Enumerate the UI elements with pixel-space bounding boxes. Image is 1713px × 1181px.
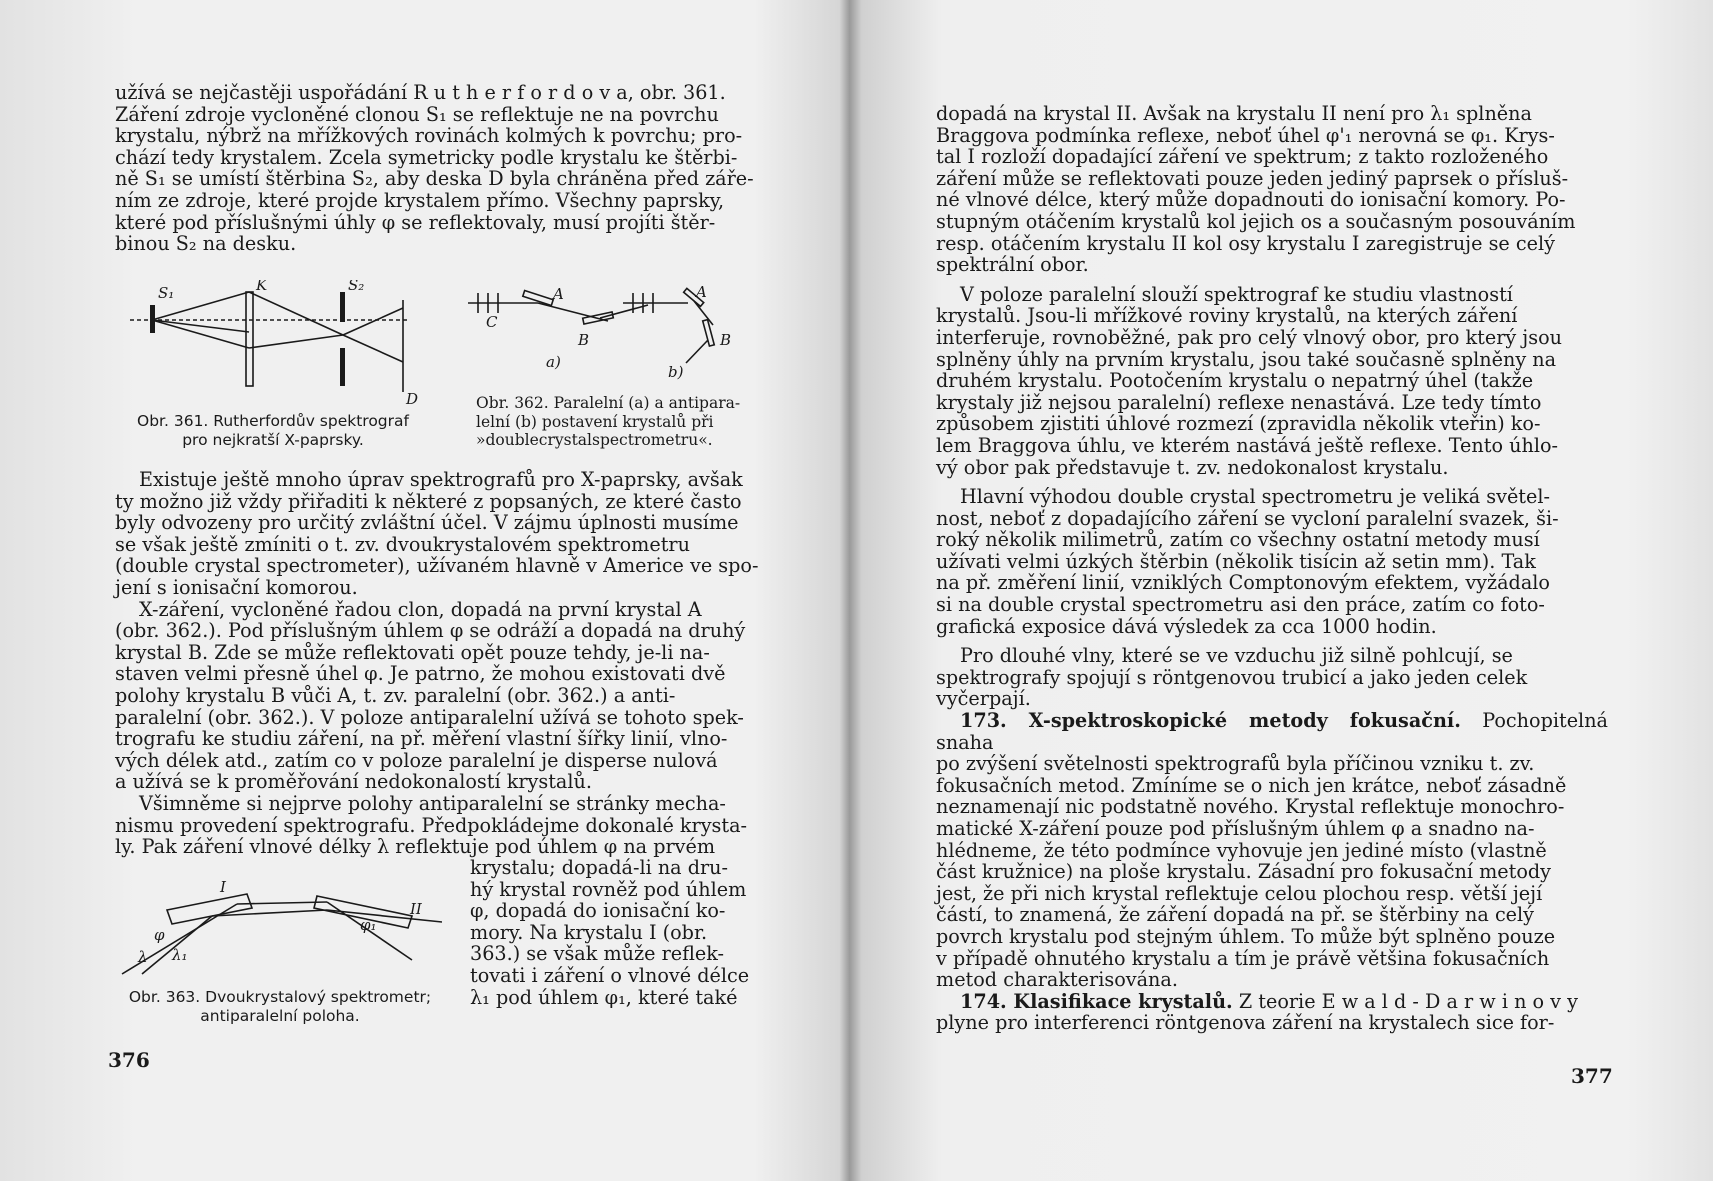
- page-number-left: 376: [108, 1048, 150, 1072]
- text-line: splněny úhly na prvním krystalu, jsou také současně splněny na: [936, 347, 1557, 371]
- text-line: byly odvozeny pro určitý zvláštní účel. V zájmu úplnosti musíme: [115, 511, 739, 535]
- caption-line: »doublecrystalspectrometru«.: [476, 431, 713, 449]
- right-text-column: [936, 103, 1608, 1034]
- text-line: dopadá na krystal II. Avšak na krystalu II není pro λ₁ splněna: [936, 102, 1532, 125]
- text-line: Braggova podmínka reflexe, neboť úhel φ'₁ nerovná se φ₁. Krys-: [936, 123, 1555, 147]
- caption-line: Obr. 361. Rutherfordův spektrograf: [137, 412, 409, 430]
- text-line: vyčerpají.: [936, 687, 1031, 711]
- label-phi: φ: [154, 926, 165, 944]
- text-line: grafická exposice dává výsledek za cca 1000 hodin.: [936, 614, 1437, 638]
- text-line: v případě ohnutého krystalu a tím je právě většina fokusačních: [936, 946, 1550, 970]
- label-d: D: [406, 390, 419, 405]
- intro-paragraph: [115, 82, 761, 255]
- label-c: C: [486, 313, 498, 331]
- text-line: částí, to znamená, že záření dopadá na př. se štěrbiny na celý: [936, 903, 1535, 927]
- text-line: jení s ionisační komorou.: [115, 575, 358, 599]
- text-line: ly. Pak záření vlnové délky λ reflektuje pod úhlem φ na prvém: [115, 835, 716, 859]
- text-line: po zvýšení světelnosti spektrografů byla příčinou vzniku t. zv.: [936, 752, 1535, 776]
- text-line: druhém krystalu. Pootočením krystalu o nepatrný úhel (takže: [936, 369, 1534, 393]
- text-line: nismu provedení spektrografu. Předpokládejme dokonalé krysta-: [115, 813, 748, 837]
- label-lambda-1: λ₁: [172, 946, 188, 964]
- section-174-first-line: [936, 991, 1608, 1013]
- label-part-b: b): [668, 363, 684, 381]
- text-line: Hlavní výhodou double crystal spectrometru je veliká světel-: [960, 485, 1550, 509]
- text-line: jest, že při nich krystal reflektuje celou plochou resp. větší její: [936, 881, 1543, 905]
- text-line: Existuje ještě mnoho úprav spektrografů pro X-paprsky, avšak: [139, 468, 743, 491]
- main-paragraphs: [115, 469, 761, 858]
- label-crystal-1: I: [220, 880, 226, 896]
- left-page: [0, 0, 850, 1181]
- label-s1: S₁: [158, 284, 175, 302]
- section-173-heading: 173. X-spektroskopické metody fokusační.: [960, 709, 1461, 733]
- label-b-parallel: B: [578, 331, 590, 349]
- text-line: nost, neboť z dopadajícího záření se vycloní paralelní svazek, ši-: [936, 506, 1559, 530]
- text-line: interferuje, rovnoběžné, pak pro celý vlnový obor, pro který jsou: [936, 325, 1563, 349]
- caption-line: pro nejkratší X-paprsky.: [182, 430, 364, 449]
- text-line: (obr. 362.). Pod příslušným úhlem φ se odráží a dopadá na druhý: [115, 619, 746, 643]
- text-line: ním ze zdroje, které projde krystalem přímo. Všechny paprsky,: [115, 188, 725, 212]
- text-line: krystaly již nejsou paralelní) reflexe nenastává. Lze tedy tímto: [936, 390, 1542, 414]
- text-line: fokusačních metod. Zmíníme se o nich jen krátce, neboť zásadně: [936, 773, 1567, 797]
- label-phi-1: φ₁: [360, 916, 377, 934]
- page-number-right: 377: [1571, 1064, 1613, 1088]
- section-173-first-line: [936, 710, 1608, 753]
- text-line: tovati i záření o vlnové délce: [470, 963, 750, 987]
- text-line: povrch krystalu pod stejným úhlem. To může být splněno pouze: [936, 924, 1556, 948]
- text-line: si na double crystal spectrometru asi den práce, zatím co foto-: [936, 593, 1545, 617]
- text-line: Pro dlouhé vlny, které se ve vzduchu již silně pohlcují, se: [960, 644, 1513, 668]
- text-line: staven velmi přesně úhel φ. Je patrno, že mohou existovati dvě: [115, 662, 726, 686]
- text-line: λ₁ pod úhlem φ₁, které také: [470, 985, 738, 1009]
- text-line: φ, dopadá do ionisační ko-: [470, 899, 726, 923]
- side-paragraph: [470, 857, 762, 1008]
- text-line: paralelní (obr. 362.). V poloze antiparalelní užívá se tohoto spek-: [115, 705, 744, 729]
- text-line: Všimněme si nejprve polohy antiparalelní se stránky mecha-: [139, 791, 726, 815]
- text-line: binou S₂ na desku.: [115, 232, 297, 256]
- text-line: X-záření, vycloněné řadou clon, dopadá na první krystal A: [139, 597, 702, 621]
- text-line: hlédneme, že této podmínce vyhovuje jen jediné místo (vlastně: [936, 838, 1547, 862]
- text-line: mory. Na krystalu I (obr.: [470, 920, 708, 944]
- text-line: chází tedy krystalem. Zcela symetricky podle krystalu ke štěrbi-: [115, 145, 738, 169]
- text-line: Pochopitelná snaha: [936, 709, 1608, 754]
- text-line: ty možno již vždy přiřaditi k některé z popsaných, ze které často: [115, 489, 742, 513]
- text-line: stupným otáčením krystalů kol jejich os a současným posouváním: [936, 209, 1576, 233]
- text-line: krystal B. Zde se může reflektovati opět pouze tehdy, je-li na-: [115, 640, 710, 664]
- text-line: roký několik milimetrů, zatím co všechny ostatní metody musí: [936, 528, 1540, 552]
- text-line: neznamenají nic podstatně nového. Krystal reflektuje monochro-: [936, 795, 1565, 819]
- text-line: ně S₁ se umístí štěrbina S₂, aby deska D byla chráněna před záře-: [115, 167, 754, 191]
- text-line: vých délek atd., zatím co v poloze paralelní je disperse nulová: [115, 748, 718, 772]
- text-line: Záření zdroje vycloněné clonou S₁ se reflektuje ne na povrchu: [115, 102, 719, 126]
- label-a-antiparallel: A: [696, 285, 707, 301]
- text-line: užívati velmi úzkých štěrbin (několik tisícin až setin mm). Tak: [936, 549, 1536, 573]
- label-lambda: λ: [138, 948, 148, 966]
- text-line: V poloze paralelní slouží spektrograf ke studiu vlastností: [960, 282, 1513, 306]
- text-line: 363.) se však může reflek-: [470, 942, 725, 966]
- text-line: tal I rozloží dopadající záření ve spektrum; z takto rozloženého: [936, 145, 1549, 169]
- text-line: matické X-záření pouze pod příslušným úhlem φ a snadno na-: [936, 817, 1535, 840]
- text-line: a užívá se k proměřování nedokonalostí krystalů.: [115, 770, 592, 794]
- label-s2: S₂: [348, 280, 365, 294]
- text-line: plyne pro interferenci röntgenova záření na krystalech sice for-: [936, 1011, 1555, 1035]
- figure-363-caption: [110, 988, 450, 1025]
- label-k: K: [256, 280, 268, 294]
- text-line: né vlnové délce, který může dopadnouti do ionisační komory. Po-: [936, 188, 1566, 212]
- text-line: metod charakterisována.: [936, 968, 1178, 992]
- text-line: krystalů. Jsou-li mřížkové roviny krystalů, na kterých záření: [936, 304, 1518, 328]
- text-line: část kružnice) na ploše krystalu. Zásadní pro fokusační metody: [936, 860, 1552, 884]
- caption-line: Obr. 362. Paralelní (a) a antipara-: [476, 394, 741, 412]
- figure-361-diagram: [118, 280, 438, 405]
- caption-line: Obr. 363. Dvoukrystalový spektrometr;: [128, 988, 432, 1006]
- text-line: na př. změření linií, vzniklých Comptonovým efektem, vyžádalo: [936, 571, 1550, 595]
- caption-line: lelní (b) postavení krystalů při: [476, 412, 714, 431]
- text-line: polohy krystalu B vůči A, t. zv. paralelní (obr. 362.) a anti-: [115, 683, 676, 707]
- text-line: trografu ke studiu záření, na př. měření vlastní šířky linií, vlno-: [115, 727, 728, 751]
- text-line: krystalu; dopadá-li na dru-: [470, 856, 729, 879]
- figure-362-caption: [476, 394, 776, 450]
- section-174-heading: 174. Klasifikace krystalů.: [960, 989, 1233, 1013]
- text-line: krystalu, nýbrž na mřížkových rovinách kolmých k povrchu; pro-: [115, 124, 743, 148]
- figure-363-diagram: [112, 880, 442, 980]
- text-line: způsobem zjistiti úhlové rozmezí (zpravidla několik vteřin) ko-: [936, 412, 1541, 436]
- label-crystal-2: II: [410, 900, 422, 918]
- text-line: resp. otáčením krystalu II kol osy krystalu I zaregistruje se celý: [936, 231, 1555, 255]
- label-a-parallel: A: [553, 285, 564, 303]
- figure-361-caption: [118, 412, 428, 449]
- text-line: vý obor pak představuje t. zv. nedokonalost krystalu.: [936, 455, 1449, 479]
- label-part-a: a): [546, 353, 561, 371]
- text-line: spektrografy spojují s röntgenovou trubicí a jako jeden celek: [936, 665, 1528, 689]
- text-line: (double crystal spectrometer), užívaném hlavně v Americe ve spo-: [115, 554, 759, 578]
- text-line: Z teorie E w a l d - D a r w i n o v y: [1232, 989, 1578, 1013]
- label-b-antiparallel: B: [720, 331, 732, 349]
- text-line: hý krystal rovněž pod úhlem: [470, 877, 747, 901]
- text-line: spektrální obor.: [936, 253, 1089, 277]
- text-line: záření může se reflektovati pouze jeden jediný paprsek o přísluš-: [936, 166, 1569, 190]
- caption-line: antiparalelní poloha.: [200, 1006, 360, 1025]
- right-page: [850, 0, 1713, 1181]
- figure-362-diagram: [458, 285, 768, 390]
- text-line: lem Braggova úhlu, ve kterém nastává ještě reflexe. Tento úhlo-: [936, 433, 1559, 457]
- text-line: které pod příslušnými úhly φ se reflektovaly, musí projíti štěr-: [115, 210, 716, 234]
- text-line: se však ještě zmíniti o t. zv. dvoukrystalovém spektrometru: [115, 532, 690, 556]
- text-line: užívá se nejčastěji uspořádání R u t h e r f o r d o v a, obr. 361.: [115, 81, 726, 104]
